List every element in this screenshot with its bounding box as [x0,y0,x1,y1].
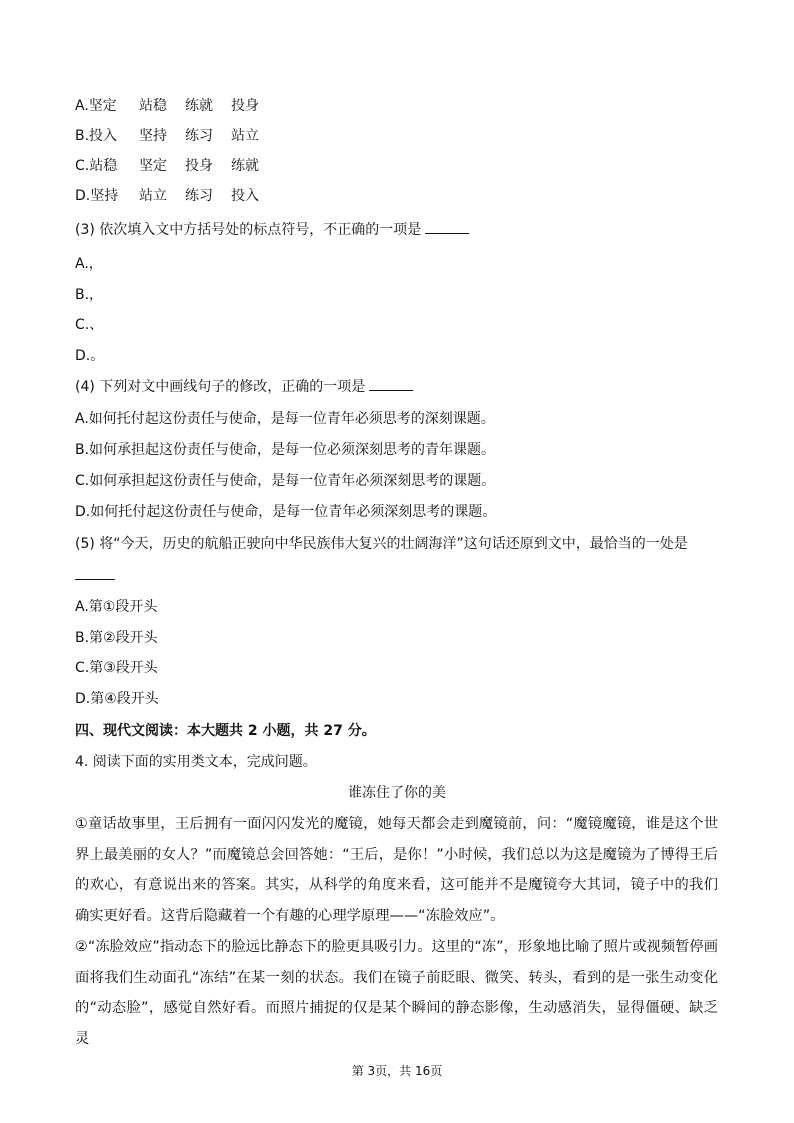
choice-word: 练就 [185,98,213,114]
answer-blank [369,378,413,391]
choice-word: 站稳 [139,98,167,114]
q5-option-a: A.第①段开头 [75,599,158,615]
choice-word: 站立 [231,128,259,144]
article-title: 谁冻住了你的美 [348,785,446,801]
choice-label: B.投入 [75,128,118,144]
q3-option-a: A.， [75,256,103,272]
choice-row-c [75,156,259,176]
q5-option-c: C.第③段开头 [75,660,158,676]
choice-word: 投身 [185,158,213,174]
answer-blank [75,567,115,580]
choice-word: 练习 [185,128,213,144]
section-heading: 四、现代文阅读：本大题共 2 小题，共 27 分。 [75,723,376,739]
q3-option-c: C.、 [75,317,104,333]
choice-word: 投入 [231,188,259,204]
choice-label: D.坚持 [75,188,119,204]
q4-option-a: A.如何托付起这份责任与使命，是每一位青年必须思考的深刻课题。 [75,411,495,427]
article-paragraph-2: ②“冻脸效应”指动态下的脸远比静态下的脸更具吸引力。这里的“冻”，形象地比喻了照片或视频暂停画面将我们生动面孔“冻结”在某一刻的状态。我们在镜子前眨眼、微笑、转头，看到的是一张生动变化的“动态脸”，感觉自然好看。而照片捕捉的仅是某个瞬间的静态影像，生动感消失，显得僵硬、缺乏灵 [75,939,718,1047]
choice-label: A.坚定 [75,98,117,114]
choice-word: 坚持 [139,128,167,144]
choice-word: 练习 [185,188,213,204]
question-4-intro: 4. 阅读下面的实用类文本，完成问题。 [75,754,317,770]
article-paragraph-1: ①童话故事里，王后拥有一面闪闪发光的魔镜，她每天都会走到魔镜前，问：“魔镜魔镜，谁是这个世界上最美丽的女人？”而魔镜总会回答她：“王后，是你！”小时候，我们总以为这是魔镜为了博得王后的欢心，有意说出来的答案。其实，从科学的角度来看，这可能并不是魔镜夸大其词，镜子中的我们确实更好看。这背后隐藏着一个有趣的心理学原理——“冻脸效应”。 [75,816,718,924]
question-4-stem [75,377,413,397]
q4-option-b: B.如何承担起这份责任与使命，是每一位必须深刻思考的青年课题。 [75,442,496,458]
q4-option-c: C.如何承担起这份责任与使命，是每一位青年必须深刻思考的课题。 [75,473,496,489]
q4-option-d: D.如何托付起这份责任与使命，是每一位青年必须深刻思考的课题。 [75,504,497,520]
q3-option-d: D.。 [75,348,105,364]
page-footer: 第 3页，共 16页 [351,1064,443,1078]
choice-row-d [75,186,259,206]
choice-word: 坚定 [139,158,167,174]
choice-word: 站立 [139,188,167,204]
question-3-stem [75,220,469,240]
choice-word: 练就 [231,158,259,174]
question-5-stem: (5) 将“今天，历史的航船正驶向中华民族伟大复兴的壮阔海洋”这句话还原到文中，最恰当的一处是 [75,536,688,552]
answer-blank [425,221,469,234]
choice-row-a [75,96,259,116]
choice-label: C.站稳 [75,158,118,174]
q3-option-b: B.， [75,287,104,303]
question-text: (4) 下列对文中画线句子的修改，正确的一项是 [75,379,366,395]
q5-option-d: D.第④段开头 [75,691,159,707]
q5-option-b: B.第②段开头 [75,630,158,646]
question-5-blank [75,566,115,586]
choice-word: 投身 [231,98,259,114]
question-text: (3) 依次填入文中方括号处的标点符号，不正确的一项是 [75,222,422,238]
choice-row-b [75,126,259,146]
